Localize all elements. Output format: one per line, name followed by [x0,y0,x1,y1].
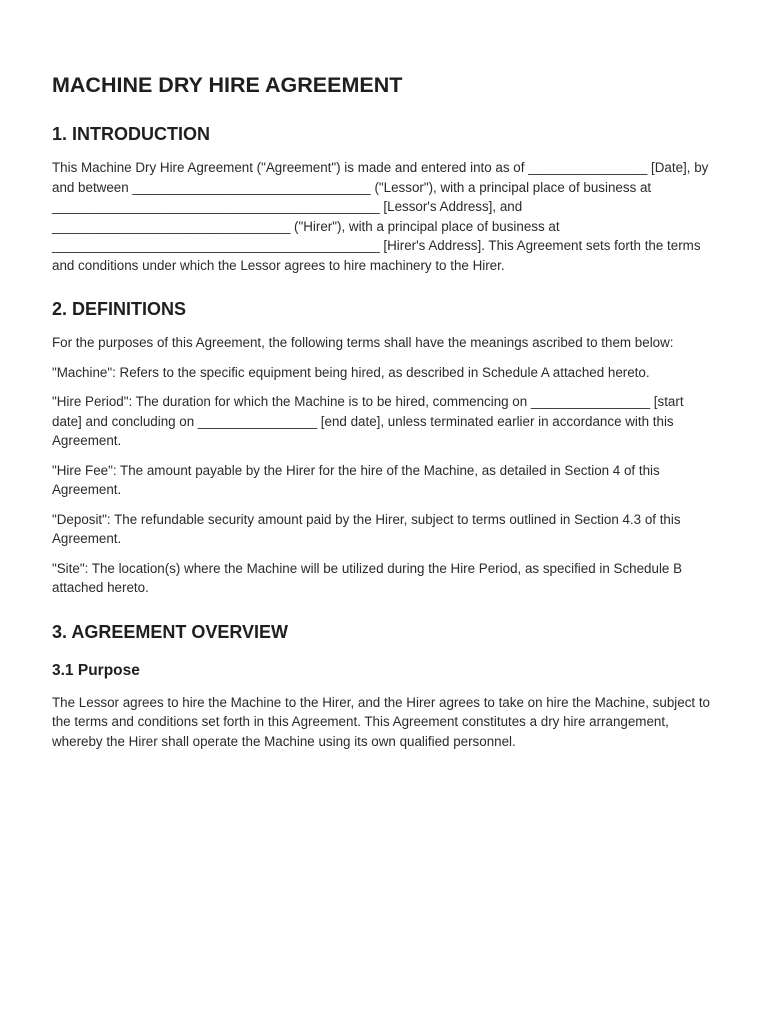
section-introduction [52,122,714,275]
section-heading-introduction: 1. INTRODUCTION [52,124,211,144]
definition-item-deposit: "Deposit": The refundable security amount paid by the Hirer, subject to terms outlined in Section 4.3 of this Agreement. [52,511,681,546]
section-heading-definitions: 2. DEFINITIONS [52,299,187,319]
section-agreement-overview [52,620,714,752]
purpose-paragraph: The Lessor agrees to hire the Machine to the Hirer, and the Hirer agrees to take on hire the Machine, subject to the terms and conditions set forth in this Agreement. This Agreement constitutes a dry hire arrangement, whereby the Hirer shall operate the Machine using its own qualified personnel. [52,694,710,749]
subsection-heading-purpose: 3.1 Purpose [52,661,140,679]
definition-item-machine: "Machine": Refers to the specific equipment being hired, as described in Schedule A attached hereto. [52,364,650,380]
definitions-intro: For the purposes of this Agreement, the following terms shall have the meanings ascribed to them below: [52,335,674,350]
definition-item-hire-period: "Hire Period": The duration for which the Machine is to be hired, commencing on ________________ [start date] and concluding on ________________ [end date], unless terminated earlier in accordance with this Agreement. [52,394,684,448]
section-heading-agreement-overview: 3. AGREEMENT OVERVIEW [52,621,289,642]
document-page [52,70,714,751]
definition-item-site: "Site": The location(s) where the Machine will be utilized during the Hire Period, as specified in Schedule B attached hereto. [52,560,683,595]
document-title: MACHINE DRY HIRE AGREEMENT [52,73,403,97]
introduction-paragraph: This Machine Dry Hire Agreement ("Agreement") is made and entered into as of ________________ [Date], by and between ________________________________ ("Lessor"), with a principal place of business at ____________________________________________ [Lessor's Address], and ________________________________ ("Hirer"), with a principal place of business at ____________________________________________ [Hirer's Address]. This Agreement sets forth the terms and conditions under which the Lessor agrees to hire machinery to the Hirer. [52,160,709,273]
section-definitions [52,297,714,598]
definition-item-hire-fee: "Hire Fee": The amount payable by the Hirer for the hire of the Machine, as detailed in Section 4 of this Agreement. [52,462,660,497]
